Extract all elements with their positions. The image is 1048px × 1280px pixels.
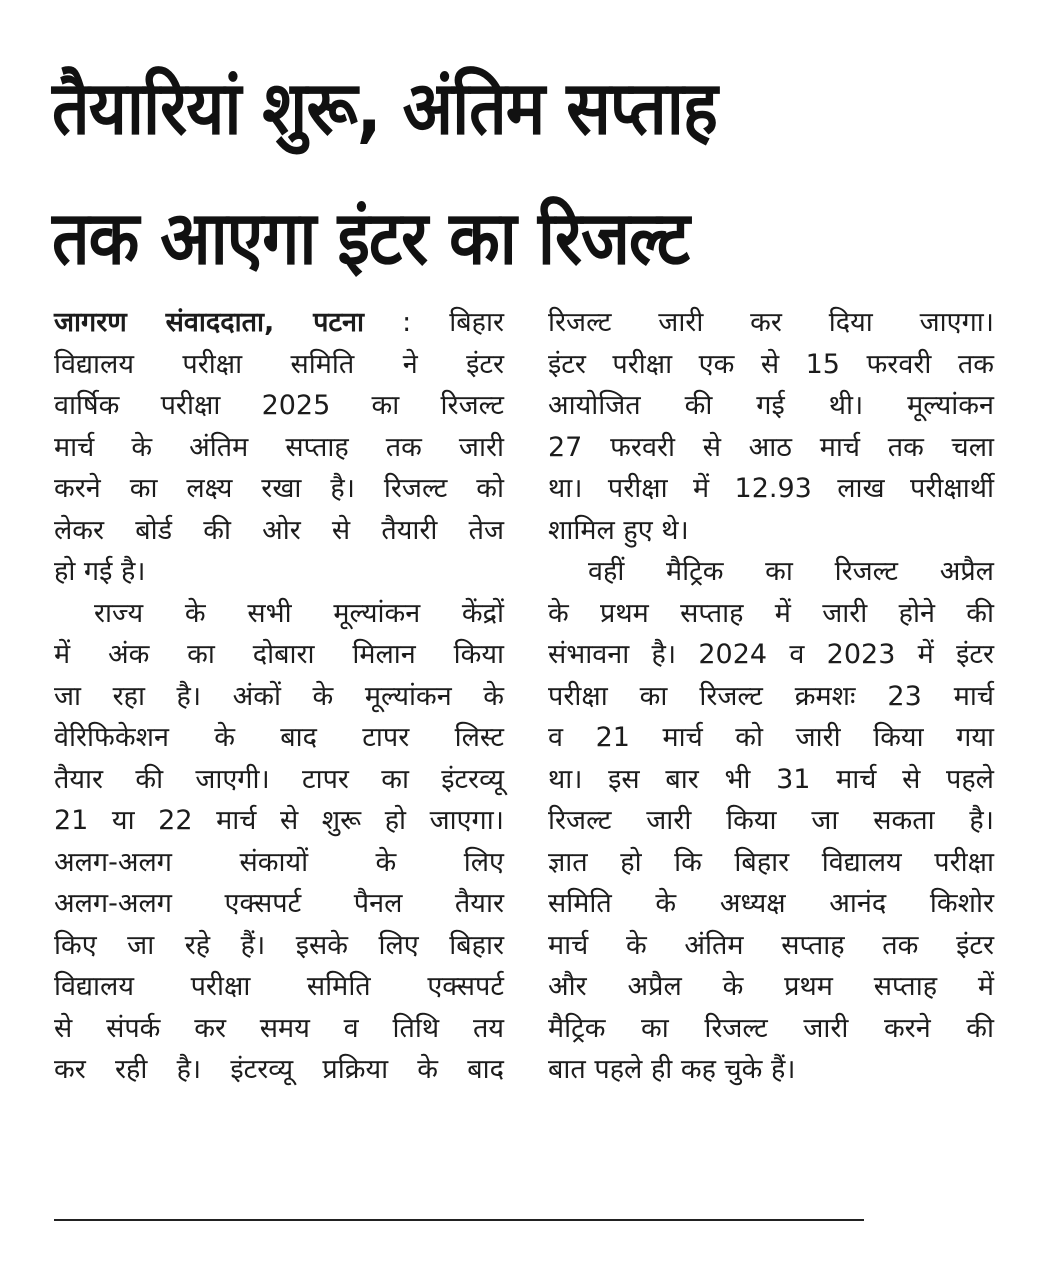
body-line: समिति के अध्यक्ष आनंद किशोर [548,888,994,919]
body-line: मार्च के अंतिम सप्ताह तक जारी [54,431,504,463]
body-line: करने का लक्ष्य रखा है। रिजल्ट को [54,473,504,504]
body-line: था। इस बार भी 31 मार्च से पहले [548,763,994,795]
body-line: लेकर बोर्ड की ओर से तैयारी तेज [54,514,504,546]
body-line: आयोजित की गई थी। मूल्यांकन [548,390,994,421]
body-line: व 21 मार्च को जारी किया गया [548,722,994,753]
body-line: विद्यालय परीक्षा समिति एक्सपर्ट [54,971,504,1002]
body-line: 27 फरवरी से आठ मार्च तक चला [548,431,994,463]
body-line: ज्ञात हो कि बिहार विद्यालय परीक्षा [548,846,994,878]
body-line: मार्च के अंतिम सप्ताह तक इंटर [548,929,994,961]
body-line: अलग-अलग एक्सपर्ट पैनल तैयार [54,888,504,919]
body-line: कर रही है। इंटरव्यू प्रक्रिया के बाद [54,1054,504,1085]
dateline: जागरण संवाददाता, पटना [54,307,365,338]
body-line: वार्षिक परीक्षा 2025 का रिजल्ट [54,390,504,421]
body-line: बात पहले ही कह चुके हैं। [548,1054,796,1085]
body-line: 21 या 22 मार्च से शुरू हो जाएगा। [54,805,504,836]
body-line: संभावना है। 2024 व 2023 में इंटर [548,639,994,670]
body-line: मैट्रिक का रिजल्ट जारी करने की [548,1012,994,1044]
body-line: राज्य के सभी मूल्यांकन केंद्रों [94,597,504,629]
headline [52,44,1002,304]
body-line: शामिल हुए थे। [548,514,689,546]
body-line: रिजल्ट जारी कर दिया जाएगा। [548,307,994,338]
body-text: : बिहार [402,307,505,338]
headline-line-1: तैयारियां शुरू, अंतिम सप्ताह [52,65,717,152]
body-line: विद्यालय परीक्षा समिति ने इंटर [54,348,504,380]
left-column [54,302,504,1091]
body-line: के प्रथम सप्ताह में जारी होने की [548,597,994,629]
body-line: अलग-अलग संकायों के लिए [54,846,504,878]
bottom-divider [54,1219,864,1221]
body-line: से संपर्क कर समय व तिथि तय [54,1012,504,1044]
body-line: था। परीक्षा में 12.93 लाख परीक्षार्थी [548,473,994,504]
body-line: तैयार की जाएगी। टापर का इंटरव्यू [54,763,504,795]
body-line: रिजल्ट जारी किया जा सकता है। [548,805,994,836]
headline-line-2: तक आएगा इंटर का रिजल्ट [52,195,689,282]
body-line: में अंक का दोबारा मिलान किया [54,639,504,670]
body-line: वहीं मैट्रिक का रिजल्ट अप्रैल [588,556,994,587]
body-line [54,302,504,344]
body-line: जा रहा है। अंकों के मूल्यांकन के [54,680,504,712]
body-line: इंटर परीक्षा एक से 15 फरवरी तक [548,348,994,380]
body-line: और अप्रैल के प्रथम सप्ताह में [548,971,994,1002]
body-line: वेरिफिकेशन के बाद टापर लिस्ट [54,722,504,753]
body-line: हो गई है। [54,556,146,587]
right-column [548,302,994,1091]
body-line: परीक्षा का रिजल्ट क्रमशः 23 मार्च [548,680,994,712]
body-line: किए जा रहे हैं। इसके लिए बिहार [54,929,504,961]
